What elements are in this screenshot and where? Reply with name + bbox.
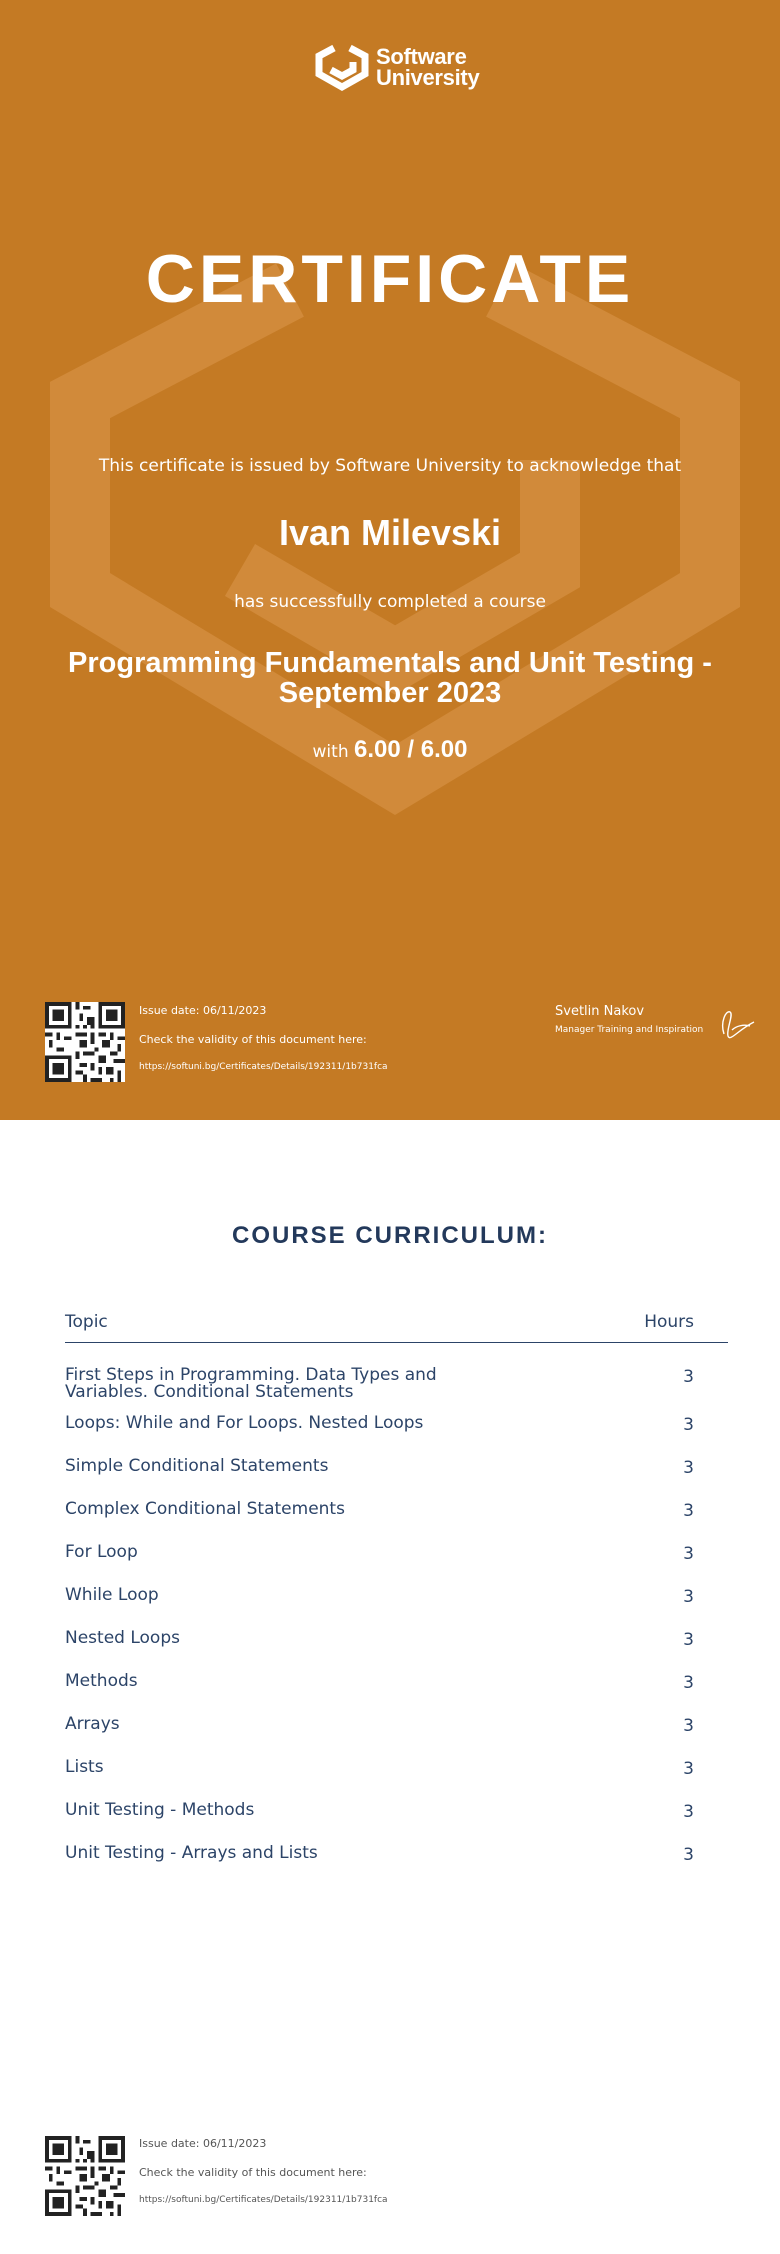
topic-cell: Lists — [65, 1757, 104, 1777]
hours-column-header: Hours — [644, 1306, 728, 1343]
grade-line — [0, 736, 780, 764]
logo-line-2: University — [376, 65, 480, 90]
topic-cell: Loops: While and For Loops. Nested Loops — [65, 1413, 424, 1433]
recipient-name: Ivan Milevski — [278, 512, 502, 553]
validity-link[interactable]: https://softuni.bg/Certificates/Details/192311/1b731fca — [139, 2195, 388, 2205]
validity-link[interactable]: https://softuni.bg/Certificates/Details/192311/1b731fca — [139, 1062, 388, 1072]
table-row — [65, 1845, 728, 1888]
topic-cell: First Steps in Programming. Data Types and Variables. Conditional Statements — [65, 1365, 437, 1402]
hours-cell: 3 — [683, 1716, 694, 1736]
hours-cell: 3 — [683, 1673, 694, 1693]
table-header-row — [65, 1306, 728, 1343]
certificate-title: CERTIFICATE — [145, 241, 635, 317]
table-row — [65, 1544, 728, 1587]
hours-cell: 3 — [683, 1415, 694, 1435]
table-row — [65, 1343, 728, 1416]
hours-cell: 3 — [683, 1845, 694, 1865]
issue-date: Issue date: 06/11/2023 — [139, 1004, 267, 1017]
hours-cell: 3 — [683, 1544, 694, 1564]
verification-info — [139, 1004, 388, 1091]
table-row — [65, 1716, 728, 1759]
hours-cell: 3 — [683, 1759, 694, 1779]
table-row — [65, 1630, 728, 1673]
validity-text: Check the validity of this document here: — [139, 1033, 367, 1046]
intro-text: This certificate is issued by Software University to acknowledge that — [98, 456, 682, 476]
topic-cell: Complex Conditional Statements — [65, 1499, 345, 1519]
signer-role: Manager Training and Inspiration — [555, 1025, 704, 1035]
hours-cell: 3 — [683, 1802, 694, 1822]
table-row — [65, 1759, 728, 1802]
topic-column-header: Topic — [65, 1306, 644, 1343]
signer-block — [555, 1004, 703, 1035]
issue-date: Issue date: 06/11/2023 — [139, 2137, 267, 2150]
softuni-logo-icon — [314, 42, 370, 92]
hours-cell: 3 — [683, 1367, 694, 1387]
topic-cell: While Loop — [65, 1585, 159, 1605]
qr-code-icon[interactable] — [45, 1002, 125, 1082]
table-row — [65, 1501, 728, 1544]
hours-cell: 3 — [683, 1630, 694, 1650]
logo-text — [376, 46, 479, 88]
topic-cell: Arrays — [65, 1714, 120, 1734]
topic-cell: Nested Loops — [65, 1628, 180, 1648]
topic-cell: Unit Testing - Arrays and Lists — [65, 1843, 318, 1863]
validity-text: Check the validity of this document here: — [139, 2166, 367, 2179]
hours-cell: 3 — [683, 1458, 694, 1478]
logo-line-1: Software — [376, 44, 467, 69]
grade-value: 6.00 / 6.00 — [354, 736, 468, 763]
table-row — [65, 1587, 728, 1630]
topic-cell: Simple Conditional Statements — [65, 1456, 329, 1476]
softuni-logo — [314, 42, 479, 92]
curriculum-title: COURSE CURRICULUM: — [232, 1222, 548, 1249]
hours-cell: 3 — [683, 1587, 694, 1607]
table-row — [65, 1458, 728, 1501]
softuni-watermark-icon — [40, 260, 750, 880]
topic-cell: Methods — [65, 1671, 138, 1691]
table-row — [65, 1673, 728, 1716]
hours-cell: 3 — [683, 1501, 694, 1521]
signature-icon — [716, 1000, 756, 1044]
topic-cell: For Loop — [65, 1542, 138, 1562]
topic-cell: Unit Testing - Methods — [65, 1800, 255, 1820]
course-name: Programming Fundamentals and Unit Testing - September 2023 — [68, 647, 712, 709]
footer-verification-info — [139, 2137, 388, 2224]
curriculum-table — [65, 1306, 728, 1888]
completed-text: has successfully completed a course — [234, 592, 546, 612]
certificate-panel — [0, 0, 780, 1120]
table-row — [65, 1802, 728, 1845]
table-row — [65, 1415, 728, 1458]
grade-prefix: with — [312, 742, 349, 762]
qr-code-icon[interactable] — [45, 2136, 125, 2216]
signer-name: Svetlin Nakov — [555, 1004, 645, 1019]
